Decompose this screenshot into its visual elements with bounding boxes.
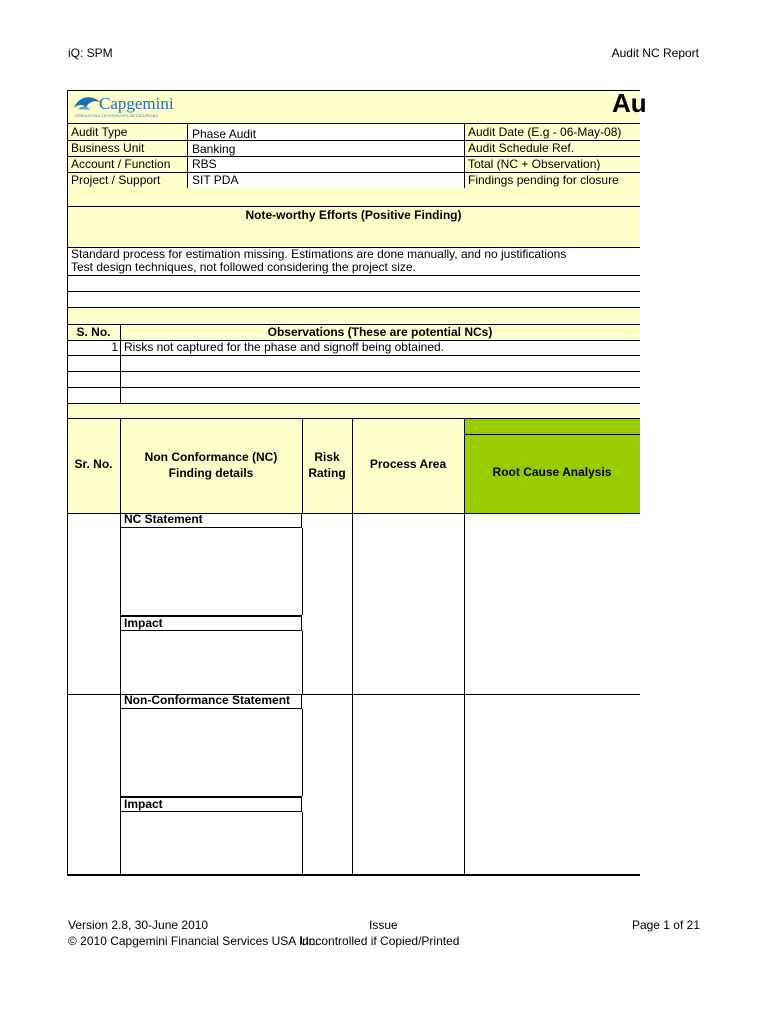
- audit-sheet: [67, 88, 647, 876]
- footer-page-number: Page 1 of 21: [631, 918, 700, 932]
- value-account-function[interactable]: RBS: [192, 157, 217, 171]
- observation-text: Risks not captured for the phase and signoff being obtained.: [124, 340, 444, 354]
- positive-finding-row: Test design techniques, not followed considering the project size.: [71, 260, 416, 274]
- label-audit-date: Audit Date (E.g - 06-May-08): [468, 125, 622, 139]
- positive-finding-header: Note-worthy Efforts (Positive Finding): [245, 208, 462, 222]
- col-root-cause-analysis: Root Cause Analysis: [492, 465, 612, 479]
- footer-uncontrolled: Uncontrolled if Copied/Printed: [300, 934, 460, 948]
- spacer-band-1: [67, 188, 640, 206]
- value-business-unit[interactable]: Banking: [192, 142, 236, 156]
- col-nc-line2: Finding details: [168, 466, 254, 480]
- observations-header: Observations (These are potential NCs): [267, 325, 493, 339]
- label-project-support: Project / Support: [71, 173, 161, 187]
- nc-statement-label: NC Statement: [124, 512, 203, 526]
- capgemini-logo: [72, 93, 192, 121]
- logo-brand: Capgemini: [99, 94, 174, 113]
- col-risk-line2: Rating: [308, 466, 346, 480]
- logo-tagline: CONSULTING.TECHNOLOGY.OUTSOURCING: [75, 114, 159, 118]
- label-findings-pending: Findings pending for closure: [468, 173, 619, 187]
- footer-issue: Issue: [369, 918, 398, 932]
- observations-sno-header: S. No.: [76, 325, 111, 339]
- value-project-support[interactable]: SIT PDA: [192, 173, 239, 187]
- nc-impact-label: Impact: [124, 616, 163, 630]
- report-title: Au: [612, 88, 647, 118]
- col-risk-line1: Risk: [314, 450, 340, 464]
- footer-copyright: © 2010 Capgemini Financial Services USA Inc.: [68, 934, 319, 948]
- page-header-right: Audit NC Report: [611, 46, 699, 60]
- nc-impact-label: Impact: [124, 797, 163, 811]
- label-audit-type: Audit Type: [71, 125, 128, 139]
- label-business-unit: Business Unit: [71, 141, 145, 155]
- col-nc-line1: Non Conformance (NC): [144, 450, 278, 464]
- col-nc-finding: [120, 449, 302, 481]
- spade-logo-icon: [72, 94, 102, 116]
- col-risk-rating: [302, 449, 352, 481]
- label-total-nc-observation: Total (NC + Observation): [468, 157, 601, 171]
- spacer-band-3: [67, 404, 640, 418]
- page-header-left: iQ: SPM: [68, 46, 113, 60]
- spacer-band-2: [67, 308, 640, 324]
- observation-sno: 1: [111, 340, 118, 354]
- footer-version: Version 2.8, 30-June 2010: [68, 918, 209, 932]
- value-audit-type[interactable]: Phase Audit: [192, 127, 257, 141]
- label-audit-schedule-ref: Audit Schedule Ref.: [468, 141, 575, 155]
- col-process-area: Process Area: [369, 457, 447, 471]
- label-account-function: Account / Function: [71, 157, 171, 171]
- col-sr-no: Sr. No.: [74, 457, 113, 471]
- positive-finding-row: Standard process for estimation missing. Estimations are done manually, and no justifications: [71, 247, 567, 261]
- non-conformance-statement-label: Non-Conformance Statement: [124, 693, 291, 707]
